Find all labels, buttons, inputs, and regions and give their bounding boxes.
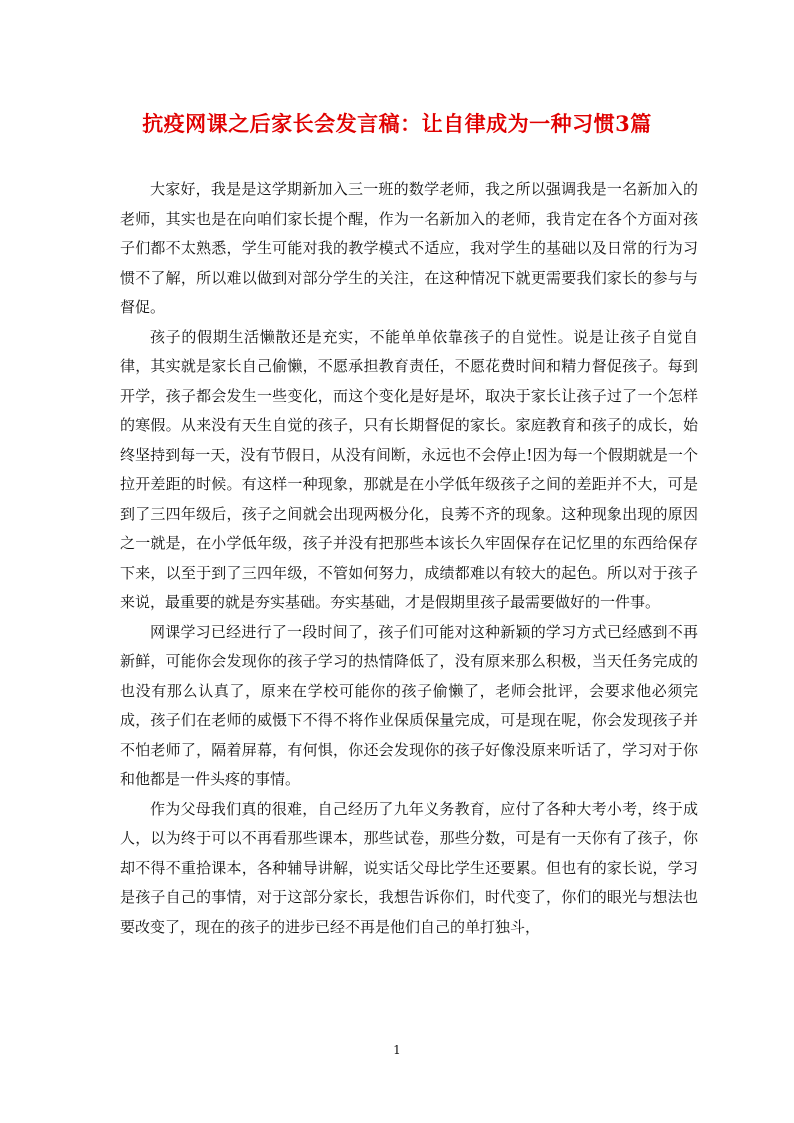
paragraph-2: 孩子的假期生活懒散还是充实，不能单单依靠孩子的自觉性。说是让孩子自觉自律，其实就是家长自己偷懒，不愿承担教育责任，不愿花费时间和精力督促孩子。每到开学，孩子都会发生一些变化，而这个变化是好是坏，取决于家长让孩子过了一个怎样的寒假。从来没有天生自觉的孩子，只有长期督促的家长。家庭教育和孩子的成长，始终坚持到每一天，没有节假日，从没有间断，永远也不会停止!因为每一个假期就是一个拉开差距的时候。有这样一种现象，那就是在小学低年级孩子之间的差距并不大，可是到了三四年级后，孩子之间就会出现两极分化，良莠不齐的现象。这种现象出现的原因之一就是，在小学低年级，孩子并没有把那些本该长久牢固保存在记忆里的东西给保存下来，以至于到了三四年级，不管如何努力，成绩都难以有较大的起色。所以对于孩子来说，最重要的就是夯实基础。夯实基础，才是假期里孩子最需要做好的一件事。 (120, 327, 698, 611)
page-number: 1 (393, 1043, 401, 1057)
paragraph-3: 网课学习已经进行了一段时间了，孩子们可能对这种新颖的学习方式已经感到不再新鲜，可能你会发现你的孩子学习的热情降低了，没有原来那么积极，当天任务完成的也没有那么认真了，原来在学校可能你的孩子偷懒了，老师会批评，会要求他必须完成，孩子们在老师的威慑下不得不将作业保质保量完成，可是现在呢，你会发现孩子并不怕老师了，隔着屏幕，有何惧，你还会发现你的孩子好像没原来听话了，学习对于你和他都是一件头疼的事情。 (120, 622, 698, 788)
document-body (120, 175, 698, 942)
document-title: 抗疫网课之后家长会发言稿：让自律成为一种习惯3篇 (142, 111, 652, 136)
paragraph-1: 大家好，我是是这学期新加入三一班的数学老师，我之所以强调我是一名新加入的老师，其实也是在向咱们家长提个醒，作为一名新加入的老师，我肯定在各个方面对孩子们都不太熟悉，学生可能对我的教学模式不适应，我对学生的基础以及日常的行为习惯不了解，所以难以做到对部分学生的关注，在这种情况下就更需要我们家长的参与与督促。 (120, 180, 698, 316)
paragraph-4: 作为父母我们真的很难，自己经历了九年义务教育，应付了各种大考小考，终于成人，以为终于可以不再看那些课本，那些试卷，那些分数，可是有一天你有了孩子，你却不得不重拾课本，各种辅导讲解，说实话父母比学生还要累。但也有的家长说，学习是孩子自己的事情，对于这部分家长，我想告诉你们，时代变了，你们的眼光与想法也要改变了，现在的孩子的进步已经不再是他们自己的单打独斗， (120, 799, 698, 936)
